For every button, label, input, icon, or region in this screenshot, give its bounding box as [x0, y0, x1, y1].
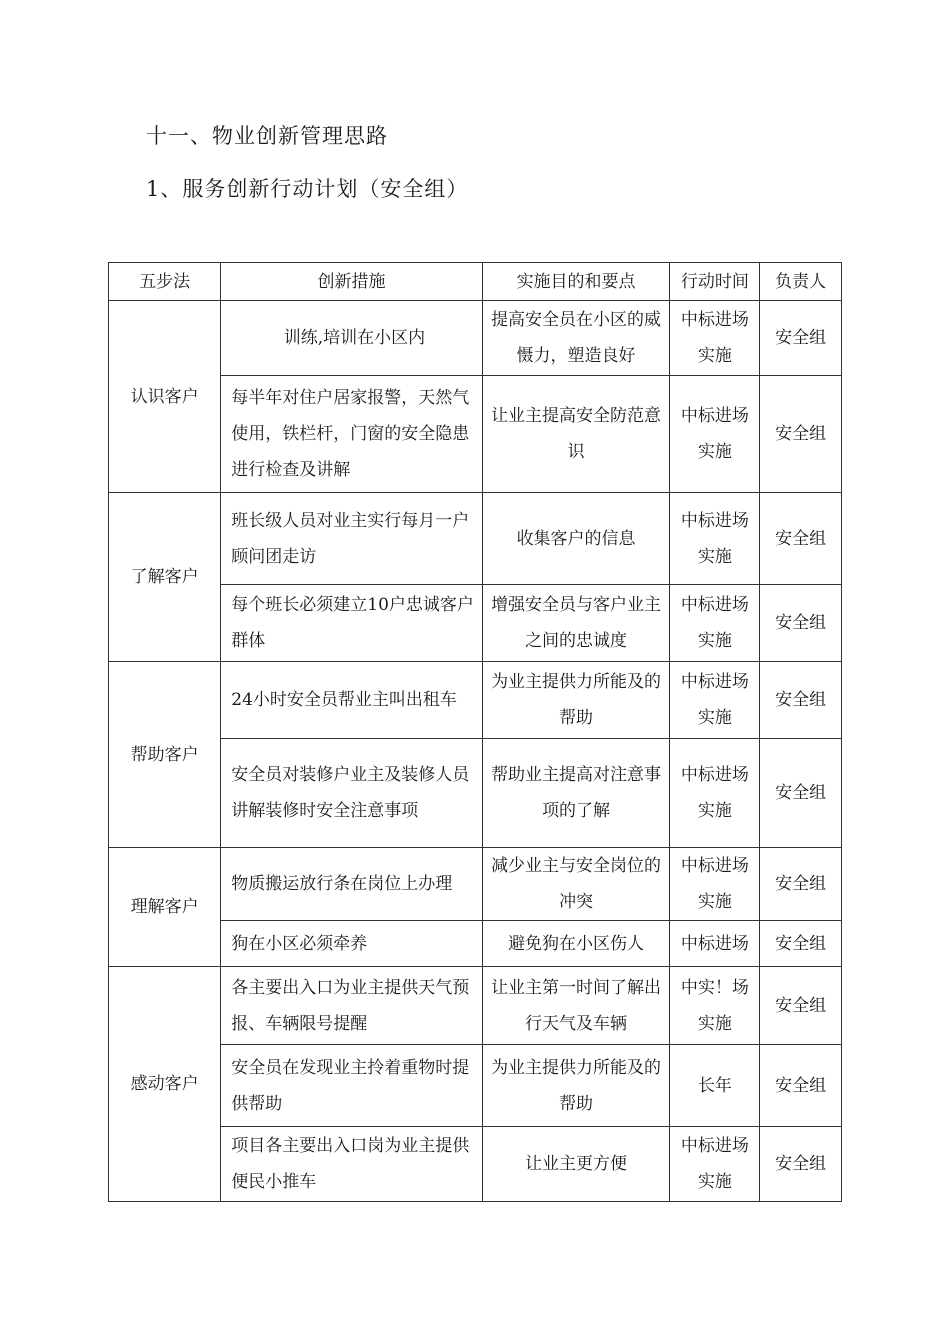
time-cell: 长年: [670, 1045, 760, 1127]
subsection-title: 1、服务创新行动计划（安全组）: [146, 177, 469, 201]
header-step: 五步法: [109, 263, 221, 301]
owner-cell: 安全组: [760, 1127, 842, 1202]
table-row: [109, 967, 842, 1045]
table-row: [109, 848, 842, 921]
measure-cell: 狗在小区必须牵养: [221, 921, 482, 967]
owner-cell: 安全组: [760, 848, 842, 921]
owner-cell: 安全组: [760, 376, 842, 493]
step-cell: 感动客户: [109, 967, 221, 1202]
header-time: 行动时间: [670, 263, 760, 301]
time-cell: 中实！场实施: [670, 967, 760, 1045]
header-measure: 创新措施: [221, 263, 482, 301]
owner-cell: 安全组: [760, 967, 842, 1045]
step-cell: 认识客户: [109, 301, 221, 493]
purpose-cell: 避免狗在小区伤人: [482, 921, 670, 967]
owner-cell: 安全组: [760, 662, 842, 739]
purpose-cell: 为业主提供力所能及的帮助: [482, 662, 670, 739]
time-cell: 中标进场实施: [670, 585, 760, 662]
purpose-cell: 让业主提高安全防范意识: [482, 376, 670, 493]
time-cell: 中标进场实施: [670, 376, 760, 493]
owner-cell: 安全组: [760, 301, 842, 376]
time-cell: 中标进场: [670, 921, 760, 967]
measure-cell: 训练,培训在小区内: [221, 301, 482, 376]
owner-cell: 安全组: [760, 921, 842, 967]
time-cell: 中标进场实施: [670, 1127, 760, 1202]
time-cell: 中标进场实施: [670, 848, 760, 921]
header-owner: 负责人: [760, 263, 842, 301]
measure-cell: 项目各主要出入口岗为业主提供便民小推车: [221, 1127, 482, 1202]
purpose-cell: 收集客户的信息: [482, 493, 670, 585]
step-cell: 了解客户: [109, 493, 221, 662]
purpose-cell: 让业主第一时间了解出行天气及车辆: [482, 967, 670, 1045]
step-cell: 帮助客户: [109, 662, 221, 848]
header-purpose: 实施目的和要点: [482, 263, 670, 301]
table-row: [109, 493, 842, 585]
owner-cell: 安全组: [760, 493, 842, 585]
owner-cell: 安全组: [760, 1045, 842, 1127]
purpose-cell: 帮助业主提高对注意事项的了解: [482, 739, 670, 848]
purpose-cell: 增强安全员与客户业主之间的忠诚度: [482, 585, 670, 662]
step-cell: 理解客户: [109, 848, 221, 967]
measure-cell: 每个班长必须建立10户忠诚客户群体: [221, 585, 482, 662]
measure-cell: 各主要出入口为业主提供天气预报、车辆限号提醒: [221, 967, 482, 1045]
time-cell: 中标进场实施: [670, 662, 760, 739]
owner-cell: 安全组: [760, 585, 842, 662]
purpose-cell: 为业主提供力所能及的帮助: [482, 1045, 670, 1127]
time-cell: 中标进场实施: [670, 493, 760, 585]
measure-cell: 安全员对装修户业主及装修人员讲解装修时安全注意事项: [221, 739, 482, 848]
section-title: 十一、物业创新管理思路: [146, 124, 388, 148]
purpose-cell: 提高安全员在小区的威慑力，塑造良好: [482, 301, 670, 376]
measure-cell: 24小时安全员帮业主叫出租车: [221, 662, 482, 739]
action-plan-table: [108, 262, 842, 1202]
table-header-row: [109, 263, 842, 301]
owner-cell: 安全组: [760, 739, 842, 848]
measure-cell: 物质搬运放行条在岗位上办理: [221, 848, 482, 921]
measure-cell: 每半年对住户居家报警，天然气使用，铁栏杆，门窗的安全隐患进行检查及讲解: [221, 376, 482, 493]
measure-cell: 安全员在发现业主拎着重物时提供帮助: [221, 1045, 482, 1127]
time-cell: 中标进场实施: [670, 739, 760, 848]
table-row: [109, 662, 842, 739]
time-cell: 中标进场实施: [670, 301, 760, 376]
measure-cell: 班长级人员对业主实行每月一户顾问团走访: [221, 493, 482, 585]
purpose-cell: 让业主更方便: [482, 1127, 670, 1202]
purpose-cell: 减少业主与安全岗位的冲突: [482, 848, 670, 921]
table-row: [109, 301, 842, 376]
